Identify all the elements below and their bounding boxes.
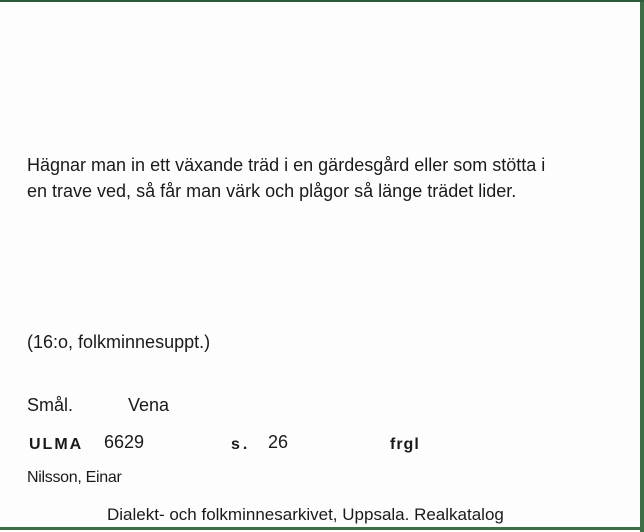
archive-label: ULMA: [29, 436, 84, 453]
card-text-line-1: Hägnar man in ett växande träd i en gärdesgård eller som stötta i: [27, 155, 546, 175]
card-text-line-2: en trave ved, så får man värk och plågor så länge trädet lider.: [27, 181, 517, 201]
card-body-text: [27, 152, 627, 204]
province: Smål.: [27, 395, 74, 415]
recorder-name: Nilsson, Einar: [27, 469, 122, 486]
parish: Vena: [128, 395, 170, 415]
card-edge-right: [640, 2, 644, 532]
page-number: 26: [268, 432, 289, 452]
source-reference: (16:o, folkminnesuppt.): [27, 332, 211, 352]
category-code: frgl: [390, 436, 420, 453]
page-label: s.: [231, 436, 251, 453]
archive-number: 6629: [104, 432, 145, 452]
archive-footer: Dialekt- och folkminnesarkivet, Uppsala. Realkatalog: [107, 505, 504, 524]
